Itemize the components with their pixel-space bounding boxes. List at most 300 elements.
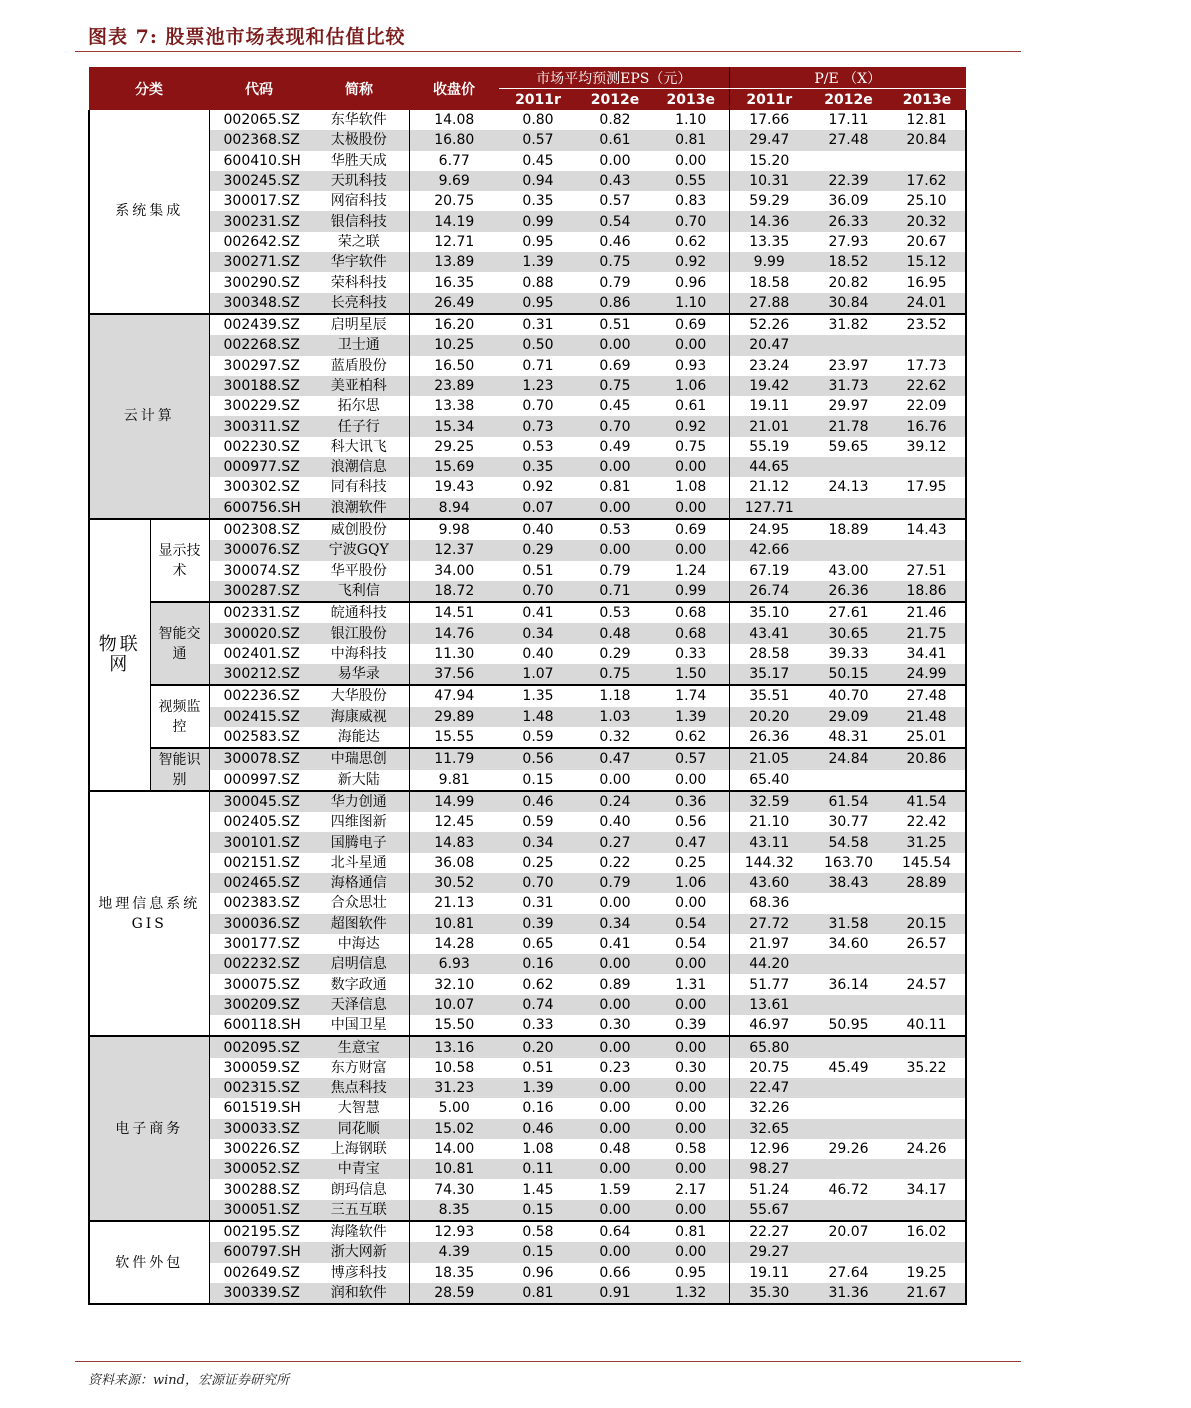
- cell-pe-2011: 51.77: [729, 974, 809, 994]
- cell-eps-2012: 0.79: [577, 873, 653, 893]
- cell-pe-2012: 20.07: [809, 1221, 888, 1242]
- cell-pe-2012: 36.09: [828, 193, 869, 210]
- cell-pe-2012: 18.89: [809, 519, 888, 540]
- table-row: [89, 1058, 966, 1078]
- table-row: [89, 914, 966, 934]
- cell-eps-2012: 0.48: [599, 1140, 631, 1157]
- cell-pe-2013: 27.51: [888, 561, 966, 581]
- cell-code: 300311.SZ: [209, 416, 309, 436]
- cell-eps-2013: 0.54: [653, 914, 729, 934]
- cell-eps-2011: 1.39: [499, 252, 577, 272]
- cell-code: 300188.SZ: [209, 376, 309, 396]
- cell-eps-2011: 0.40: [522, 645, 554, 662]
- cell-name: 华平股份: [330, 562, 387, 579]
- footer-divider: [75, 1361, 1021, 1362]
- table-row: [89, 934, 966, 954]
- header-pe-2011: 2011r: [729, 89, 809, 111]
- cell-pe-2012: 48.31: [828, 729, 869, 746]
- cell-eps-2012: 0.53: [577, 602, 653, 623]
- cell-pe-2011: 19.11: [729, 396, 809, 416]
- table-row: [89, 644, 966, 664]
- table-row: [89, 707, 966, 727]
- cell-eps-2011: 0.95: [522, 233, 554, 250]
- table-row: [89, 770, 966, 791]
- cell-eps-2011: 0.51: [522, 562, 554, 579]
- cell-eps-2011: 0.34: [499, 623, 577, 643]
- cell-code: 002405.SZ: [209, 812, 309, 832]
- table-row: [89, 1200, 966, 1221]
- cell-pe-2013: [888, 995, 966, 1015]
- table-row: [89, 540, 966, 560]
- cell-pe-2013: 14.43: [888, 519, 966, 540]
- table-row: [89, 685, 966, 706]
- cell-pe-2011: 26.36: [729, 727, 809, 748]
- table-row: [89, 812, 966, 832]
- cell-name: 数字政通: [330, 976, 387, 993]
- cell-eps-2012: 0.61: [577, 130, 653, 150]
- cell-pe-2013: [888, 893, 966, 913]
- header-eps-2012: 2012e: [577, 89, 653, 111]
- cell-close: 29.25: [409, 437, 499, 457]
- cell-pe-2011: 21.97: [729, 934, 809, 954]
- cell-pe-2011: 55.67: [729, 1200, 809, 1221]
- cell-code: 002308.SZ: [209, 519, 309, 540]
- subcategory-label: 显示技术: [150, 519, 209, 602]
- cell-eps-2011: 1.07: [499, 664, 577, 685]
- cell-pe-2012: 22.39: [809, 171, 888, 191]
- cell-pe-2012: [809, 1200, 888, 1221]
- cell-code: 600797.SH: [209, 1242, 309, 1262]
- cell-pe-2012: 46.72: [828, 1181, 869, 1198]
- cell-eps-2011: 0.70: [499, 873, 577, 893]
- cell-name: 润和软件: [309, 1283, 409, 1304]
- cell-eps-2011: 0.92: [522, 479, 554, 496]
- cell-eps-2012: 0.00: [577, 995, 653, 1015]
- cell-pe-2011: 68.36: [729, 893, 809, 913]
- cell-eps-2013: 0.00: [653, 457, 729, 477]
- cell-eps-2011: 0.99: [499, 211, 577, 231]
- cell-close: 14.28: [409, 934, 499, 954]
- cell-close: 9.69: [409, 171, 499, 191]
- cell-eps-2011: 1.08: [522, 1140, 554, 1157]
- cell-close: 9.98: [409, 519, 499, 540]
- cell-code: 002583.SZ: [209, 727, 309, 748]
- cell-close: 5.00: [409, 1098, 499, 1118]
- cell-pe-2013: 28.89: [888, 873, 966, 893]
- cell-eps-2011: 0.95: [499, 293, 577, 314]
- cell-name: 银江股份: [309, 623, 409, 643]
- subcategory-label: 智能识别: [150, 748, 209, 791]
- cell-pe-2012: [809, 770, 888, 791]
- cell-pe-2013: [888, 335, 966, 355]
- cell-pe-2011: 20.75: [729, 1058, 809, 1078]
- cell-close: 26.49: [409, 293, 499, 314]
- cell-eps-2011: 0.96: [522, 1264, 554, 1281]
- cell-name: 生意宝: [309, 1036, 409, 1057]
- cell-close: 14.76: [409, 623, 499, 643]
- cell-eps-2011: 0.20: [499, 1036, 577, 1057]
- cell-eps-2012: 0.00: [577, 540, 653, 560]
- cell-pe-2011: 144.32: [729, 853, 809, 873]
- cell-close: 10.25: [409, 335, 499, 355]
- table-row: [89, 1078, 966, 1098]
- cell-eps-2012: 0.34: [577, 914, 653, 934]
- table-row: [89, 477, 966, 497]
- category-label: 物联网: [89, 519, 150, 791]
- cell-eps-2012: 0.79: [599, 562, 631, 579]
- cell-eps-2011: 0.15: [499, 1242, 577, 1262]
- cell-pe-2012: 50.95: [828, 1017, 869, 1034]
- subcategory-label: 智能交通: [150, 602, 209, 685]
- cell-close: 4.39: [409, 1242, 499, 1262]
- cell-close: 23.89: [409, 376, 499, 396]
- cell-eps-2013: 0.00: [675, 152, 707, 169]
- cell-eps-2013: 0.58: [675, 1140, 707, 1157]
- cell-eps-2013: 0.00: [653, 1119, 729, 1139]
- table-row: [89, 623, 966, 643]
- cell-pe-2012: 20.82: [828, 274, 869, 291]
- cell-code: 002649.SZ: [209, 1263, 309, 1283]
- table-row: [89, 252, 966, 272]
- cell-close: 12.37: [409, 540, 499, 560]
- cell-eps-2013: 1.50: [653, 664, 729, 685]
- cell-code: 002232.SZ: [209, 954, 309, 974]
- cell-pe-2011: 35.10: [729, 602, 809, 623]
- cell-eps-2013: 0.81: [653, 130, 729, 150]
- cell-pe-2012: 27.93: [828, 233, 869, 250]
- cell-close: 14.51: [409, 602, 499, 623]
- header-eps-2013: 2013e: [653, 89, 729, 111]
- cell-close: 13.89: [409, 252, 499, 272]
- cell-eps-2011: 0.59: [522, 814, 554, 831]
- cell-pe-2012: 17.11: [828, 112, 869, 129]
- cell-pe-2012: 31.58: [809, 914, 888, 934]
- cell-eps-2011: 0.16: [499, 954, 577, 974]
- cell-code: 300226.SZ: [209, 1139, 309, 1159]
- cell-pe-2011: 32.59: [729, 791, 809, 812]
- cell-close: 14.19: [409, 211, 499, 231]
- cell-pe-2011: 35.51: [729, 685, 809, 706]
- cell-close: 19.43: [409, 477, 499, 497]
- cell-pe-2013: 12.81: [888, 110, 966, 130]
- cell-close: 29.89: [409, 707, 499, 727]
- cell-name: 启明星辰: [309, 314, 409, 335]
- cell-name: 华胜天成: [330, 152, 387, 169]
- cell-pe-2013: [888, 1098, 966, 1118]
- header-code: 代码: [209, 67, 309, 110]
- cell-pe-2013: [888, 1242, 966, 1262]
- cell-pe-2011: 43.60: [729, 873, 809, 893]
- cell-code: 002642.SZ: [209, 232, 309, 252]
- table-row: [89, 1263, 966, 1283]
- table-row: [89, 457, 966, 477]
- table-row: [89, 151, 966, 171]
- cell-eps-2012: 1.03: [577, 707, 653, 727]
- cell-pe-2012: 24.84: [809, 748, 888, 769]
- cell-eps-2013: 0.61: [675, 398, 707, 415]
- cell-close: 32.10: [409, 974, 499, 994]
- cell-pe-2013: 25.01: [888, 727, 966, 748]
- cell-eps-2011: 0.45: [522, 152, 554, 169]
- cell-code: 600756.SH: [209, 498, 309, 519]
- cell-pe-2012: 26.33: [809, 211, 888, 231]
- cell-close: 10.58: [409, 1058, 499, 1078]
- cell-code: 300033.SZ: [209, 1119, 309, 1139]
- table-row: [89, 727, 966, 748]
- cell-code: 002195.SZ: [209, 1221, 309, 1242]
- cell-eps-2011: 0.40: [499, 519, 577, 540]
- cell-eps-2011: 0.34: [499, 832, 577, 852]
- cell-pe-2013: 24.57: [888, 974, 966, 994]
- cell-pe-2013: 22.09: [888, 396, 966, 416]
- cell-pe-2011: 13.61: [729, 995, 809, 1015]
- table-row: [89, 396, 966, 416]
- cell-name: 网宿科技: [330, 193, 387, 210]
- cell-pe-2013: 27.48: [888, 685, 966, 706]
- cell-eps-2012: 0.70: [577, 416, 653, 436]
- cell-pe-2011: 21.12: [729, 477, 809, 497]
- cell-pe-2011: 35.30: [729, 1283, 809, 1304]
- cell-name: 天泽信息: [309, 995, 409, 1015]
- table-row: [89, 519, 966, 540]
- cell-eps-2012: 0.00: [599, 895, 631, 912]
- cell-eps-2013: 0.30: [675, 1059, 707, 1076]
- cell-eps-2013: 0.47: [653, 832, 729, 852]
- cell-pe-2011: 32.65: [729, 1119, 809, 1139]
- cell-eps-2012: 0.00: [577, 1036, 653, 1057]
- cell-pe-2013: 20.86: [888, 748, 966, 769]
- cell-pe-2011: 44.20: [729, 954, 809, 974]
- cell-close: 10.81: [409, 914, 499, 934]
- cell-eps-2013: 0.95: [675, 1264, 707, 1281]
- cell-pe-2012: 40.70: [809, 685, 888, 706]
- table-row: [89, 1139, 966, 1159]
- cell-eps-2013: 0.69: [653, 519, 729, 540]
- cell-eps-2013: 0.54: [675, 936, 707, 953]
- table-row: [89, 1221, 966, 1242]
- cell-eps-2013: 0.55: [653, 171, 729, 191]
- cell-eps-2012: 0.00: [577, 1119, 653, 1139]
- cell-name: 美亚柏科: [309, 376, 409, 396]
- cell-pe-2012: [809, 995, 888, 1015]
- cell-pe-2012: [809, 1159, 888, 1179]
- cell-close: 13.16: [409, 1036, 499, 1057]
- table-row: [89, 1159, 966, 1179]
- cell-pe-2013: 31.25: [888, 832, 966, 852]
- cell-pe-2013: [888, 457, 966, 477]
- cell-name: 国腾电子: [309, 832, 409, 852]
- cell-pe-2012: 23.97: [828, 357, 869, 374]
- cell-eps-2011: 0.94: [499, 171, 577, 191]
- cell-eps-2011: 0.81: [499, 1283, 577, 1304]
- cell-eps-2011: 0.80: [522, 112, 554, 129]
- cell-eps-2012: 0.48: [577, 623, 653, 643]
- cell-code: 002315.SZ: [209, 1078, 309, 1098]
- table-row: [89, 1098, 966, 1118]
- cell-pe-2012: 50.15: [809, 664, 888, 685]
- table-row: [89, 1242, 966, 1262]
- cell-close: 30.52: [409, 873, 499, 893]
- table-row: [89, 1015, 966, 1036]
- cell-name: 东方财富: [330, 1059, 387, 1076]
- cell-code: 300051.SZ: [209, 1200, 309, 1221]
- cell-eps-2013: 0.00: [653, 1242, 729, 1262]
- cell-name: 华力创通: [309, 791, 409, 812]
- cell-name: 长亮科技: [309, 293, 409, 314]
- cell-pe-2011: 12.96: [729, 1139, 809, 1159]
- cell-eps-2011: 0.51: [522, 1059, 554, 1076]
- cell-pe-2013: 25.10: [888, 191, 966, 211]
- category-label: 系统集成: [89, 110, 209, 314]
- cell-pe-2013: 35.22: [888, 1058, 966, 1078]
- table-row: [89, 1283, 966, 1304]
- cell-name: 易华录: [309, 664, 409, 685]
- cell-code: 300076.SZ: [209, 540, 309, 560]
- cell-pe-2012: [809, 457, 888, 477]
- cell-pe-2012: 30.77: [828, 814, 869, 831]
- table-row: [89, 171, 966, 191]
- cell-pe-2011: 13.35: [729, 232, 809, 252]
- cell-eps-2013: 0.00: [653, 954, 729, 974]
- cell-pe-2011: 21.01: [729, 416, 809, 436]
- cell-pe-2013: 18.86: [888, 581, 966, 602]
- cell-pe-2013: 15.12: [888, 252, 966, 272]
- cell-pe-2012: 30.84: [809, 293, 888, 314]
- cell-name: 华宇软件: [309, 252, 409, 272]
- cell-code: 600410.SH: [209, 151, 309, 171]
- cell-pe-2013: 21.46: [888, 602, 966, 623]
- cell-pe-2011: 65.40: [729, 770, 809, 791]
- cell-eps-2013: 1.74: [653, 685, 729, 706]
- cell-eps-2013: 0.83: [675, 193, 707, 210]
- cell-pe-2013: 145.54: [888, 853, 966, 873]
- cell-pe-2012: 38.43: [809, 873, 888, 893]
- cell-close: 15.69: [409, 457, 499, 477]
- cell-eps-2011: 0.29: [499, 540, 577, 560]
- cell-pe-2012: 54.58: [809, 832, 888, 852]
- cell-eps-2011: 0.35: [499, 457, 577, 477]
- cell-name: 科大讯飞: [330, 438, 387, 455]
- cell-pe-2012: [809, 1078, 888, 1098]
- cell-pe-2013: 20.67: [888, 232, 966, 252]
- cell-eps-2013: 1.10: [675, 112, 707, 129]
- cell-eps-2012: 0.41: [599, 936, 631, 953]
- cell-eps-2011: 0.11: [499, 1159, 577, 1179]
- cell-code: 002465.SZ: [209, 873, 309, 893]
- cell-eps-2012: 0.24: [577, 791, 653, 812]
- cell-pe-2013: [888, 1159, 966, 1179]
- cell-pe-2013: 17.95: [888, 477, 966, 497]
- cell-code: 002401.SZ: [209, 644, 309, 664]
- cell-eps-2011: 0.65: [522, 936, 554, 953]
- cell-name: 威创股份: [309, 519, 409, 540]
- cell-eps-2013: 0.00: [653, 1200, 729, 1221]
- cell-code: 002236.SZ: [209, 685, 309, 706]
- cell-pe-2011: 59.29: [729, 191, 809, 211]
- cell-pe-2011: 67.19: [729, 561, 809, 581]
- cell-eps-2013: 0.00: [653, 498, 729, 519]
- cell-eps-2012: 0.91: [577, 1283, 653, 1304]
- cell-name: 任子行: [309, 416, 409, 436]
- cell-close: 14.08: [409, 110, 499, 130]
- cell-eps-2012: 0.71: [577, 581, 653, 602]
- cell-eps-2013: 1.24: [675, 562, 707, 579]
- cell-eps-2012: 0.49: [599, 438, 631, 455]
- cell-pe-2012: 31.36: [809, 1283, 888, 1304]
- cell-eps-2012: 0.46: [599, 233, 631, 250]
- cell-eps-2012: 1.59: [599, 1181, 631, 1198]
- cell-code: 300290.SZ: [209, 272, 309, 292]
- cell-pe-2013: 34.17: [888, 1179, 966, 1199]
- stock-pool-table: [88, 67, 967, 1305]
- cell-code: 002095.SZ: [209, 1036, 309, 1057]
- table-row: [89, 211, 966, 231]
- cell-pe-2012: [809, 151, 888, 171]
- cell-pe-2012: 30.65: [809, 623, 888, 643]
- table-row: [89, 1036, 966, 1057]
- cell-pe-2011: 32.26: [729, 1098, 809, 1118]
- cell-eps-2011: 0.25: [522, 854, 554, 871]
- cell-eps-2012: 0.40: [599, 814, 631, 831]
- header-pe-2013: 2013e: [888, 89, 966, 111]
- cell-pe-2013: [888, 1078, 966, 1098]
- cell-close: 16.20: [409, 314, 499, 335]
- header-pe-2012: 2012e: [809, 89, 888, 111]
- cell-eps-2013: 0.00: [675, 895, 707, 912]
- table-row: [89, 356, 966, 376]
- cell-pe-2011: 17.66: [729, 110, 809, 130]
- cell-code: 300059.SZ: [209, 1058, 309, 1078]
- cell-pe-2012: [809, 954, 888, 974]
- cell-eps-2012: 0.51: [577, 314, 653, 335]
- cell-eps-2013: 0.70: [653, 211, 729, 231]
- cell-pe-2012: [809, 1098, 888, 1118]
- cell-close: 16.80: [409, 130, 499, 150]
- cell-pe-2012: 36.14: [828, 976, 869, 993]
- cell-eps-2013: 0.39: [675, 1017, 707, 1034]
- cell-eps-2011: 0.74: [499, 995, 577, 1015]
- cell-code: 601519.SH: [209, 1098, 309, 1118]
- cell-code: 300045.SZ: [209, 791, 309, 812]
- cell-eps-2011: 0.07: [499, 498, 577, 519]
- cell-pe-2011: 52.26: [729, 314, 809, 335]
- cell-pe-2013: 22.42: [888, 812, 966, 832]
- cell-name: 大智慧: [337, 1100, 380, 1117]
- cell-eps-2013: 0.68: [653, 623, 729, 643]
- subcategory-label: 视频监控: [150, 685, 209, 748]
- cell-close: 14.83: [409, 832, 499, 852]
- cell-eps-2013: 0.56: [675, 814, 707, 831]
- cell-eps-2012: 0.79: [599, 274, 631, 291]
- cell-eps-2012: 0.00: [577, 954, 653, 974]
- cell-eps-2011: 0.41: [499, 602, 577, 623]
- table-row: [89, 954, 966, 974]
- title-divider: [75, 51, 1021, 52]
- cell-code: 002415.SZ: [209, 707, 309, 727]
- cell-name: 启明信息: [309, 954, 409, 974]
- cell-pe-2012: [809, 540, 888, 560]
- table-row: [89, 995, 966, 1015]
- cell-pe-2013: 20.15: [888, 914, 966, 934]
- cell-eps-2011: 0.62: [522, 976, 554, 993]
- cell-code: 300288.SZ: [209, 1179, 309, 1199]
- cell-eps-2013: 2.17: [675, 1181, 707, 1198]
- cell-eps-2011: 1.48: [499, 707, 577, 727]
- cell-pe-2012: [809, 1036, 888, 1057]
- cell-pe-2011: 21.05: [729, 748, 809, 769]
- cell-pe-2013: 17.73: [888, 356, 966, 376]
- cell-pe-2012: 31.73: [809, 376, 888, 396]
